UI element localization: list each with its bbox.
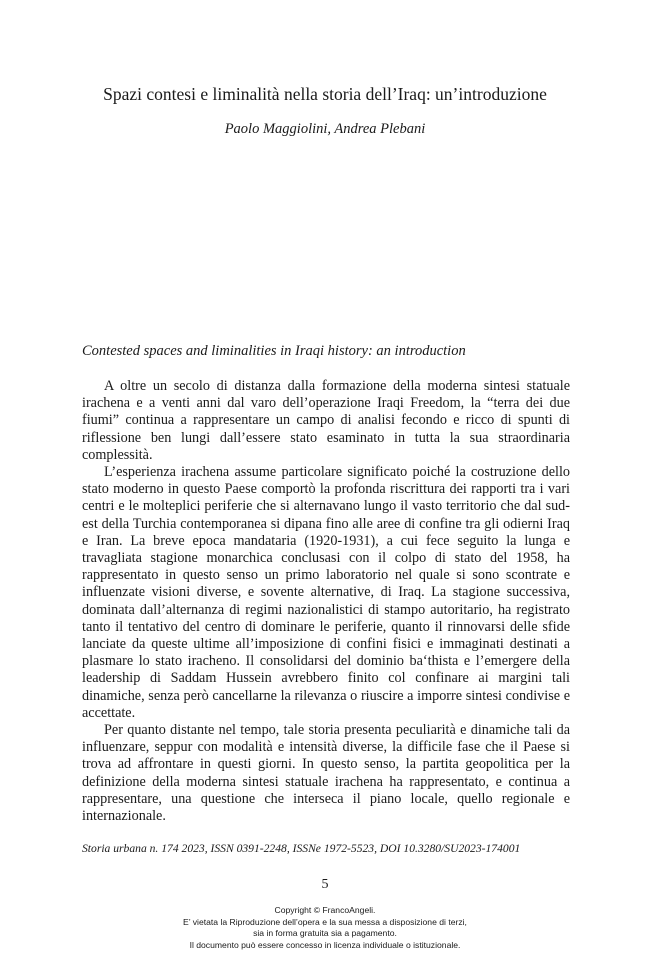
body-paragraph: A oltre un secolo di distanza dalla formazione della moderna sintesi statuale irachena e a venti anni dal varo dell’operazione Iraqi Freedom, la “terra dei due fiumi” continua a rappresentare un campo di analisi fecondo e ricco di spunti di riflessione ben lungi dall’essere stato esaminato in tutta la sua straordinaria complessità. (82, 378, 570, 463)
english-title: Contested spaces and liminalities in Iraqi history: an introduction (82, 343, 466, 359)
article-body (82, 378, 570, 825)
body-paragraph: Per quanto distante nel tempo, tale storia presenta peculiarità e dinamiche tali da influenzare, seppur con modalità e intensità diverse, la difficile fase che il Paese si trova ad affrontare in questi giorni. In questo senso, la partita geopolitica per la definizione della moderna sintesi statuale irachena ha rappresentato, e continua a rappresentare, una questione che interseca il piano locale, quello regionale e internazionale. (82, 722, 570, 825)
copyright-line: E’ vietata la Riproduzione dell’opera e la sua messa a disposizione di terzi, (183, 916, 467, 927)
article-authors: Paolo Maggiolini, Andrea Plebani (224, 121, 426, 137)
copyright-line: Il documento può essere concesso in licenza individuale o istituzionale. (189, 939, 461, 950)
page-number: 5 (321, 877, 329, 892)
copyright-notice (0, 905, 650, 951)
journal-citation: Storia urbana n. 174 2023, ISSN 0391-2248, ISSNe 1972-5523, DOI 10.3280/SU2023-174001 (82, 842, 521, 855)
copyright-line: sia in forma gratuita sia a pagamento. (253, 928, 397, 938)
copyright-line: Copyright © FrancoAngeli. (274, 905, 376, 915)
article-title: Spazi contesi e liminalità nella storia dell’Iraq: un’introduzione (103, 84, 547, 104)
body-paragraph: L’esperienza irachena assume particolare significato poiché la costruzione dello stato moderno in questo Paese comportò la profonda riscrittura dei rapporti tra i vari centri e le molteplici periferie che si alternavano lungo il vasto territorio che dal sud-est della Turchia contemporanea si dipana fino alle aree di confine tra gli odierni Iraq e Iran. La breve epoca mandataria (1920-1931), a cui fece seguito la lunga e travagliata stagione monarchica conclusasi con il colpo di stato del 1958, ha rappresentato in questo senso un primo laboratorio nel quale si sono scontrate e influenzate visioni diverse, e sovente alternative, di Iraq. La stagione successiva, dominata dall’alternanza di regimi nazionalistici di stampo autoritario, ha registrato tanto il tentativo del centro di dominare le periferie, quanto il rinnovarsi delle sfide lanciate da queste ultime all’imposizione di confini fisici e immaginati destinati a plasmare lo stato iracheno. Il consolidarsi del dominio ba‘thista e l’emergere della leadership di Saddam Hussein avrebbero finito col confinare ai margini tali dinamiche, senza però cancellarne la rilevanza o riuscire a imporre sintesi condivise e accettate. (82, 464, 570, 721)
